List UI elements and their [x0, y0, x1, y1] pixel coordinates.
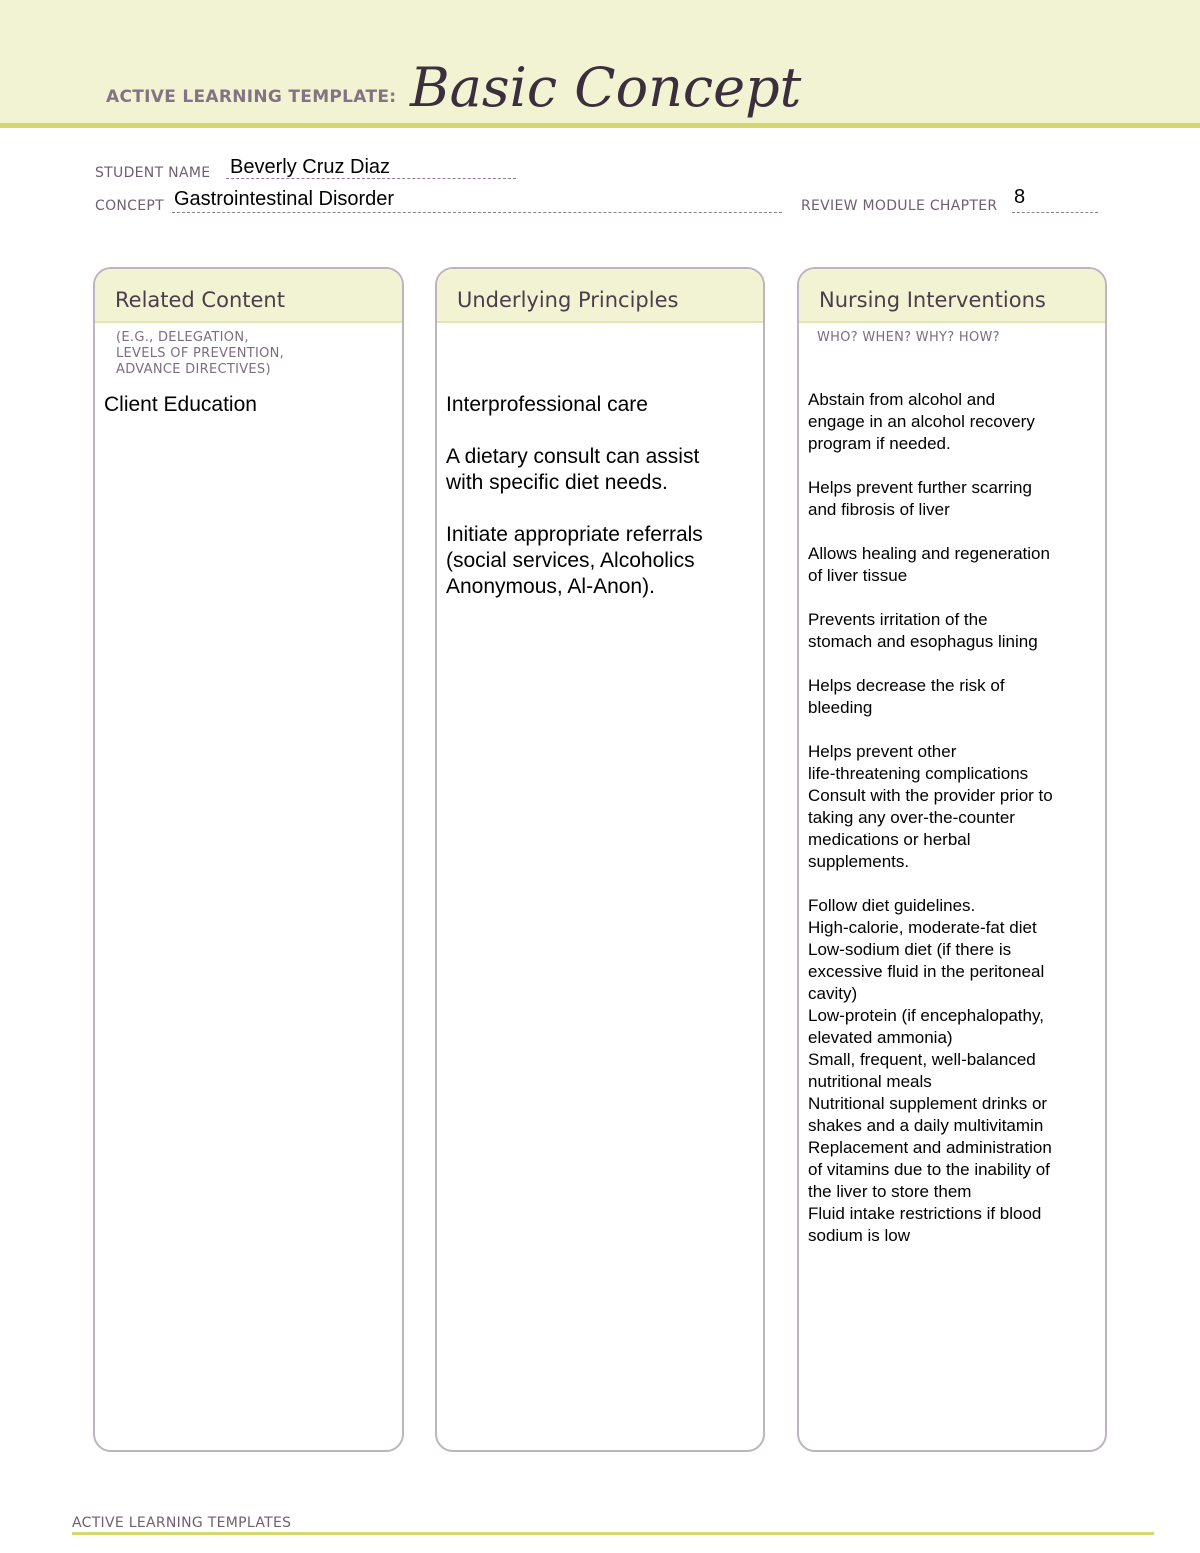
student-name-label: STUDENT NAME — [95, 165, 211, 181]
related-content-body[interactable]: Client Education — [104, 393, 257, 416]
nursing-interventions-panel — [797, 267, 1107, 1452]
nursing-interventions-header — [799, 269, 1105, 323]
related-content-panel — [93, 267, 404, 1452]
nursing-interventions-title: Nursing Interventions — [819, 288, 1046, 312]
underlying-principles-title: Underlying Principles — [457, 288, 679, 312]
review-module-line — [1012, 212, 1098, 213]
concept-label: CONCEPT — [95, 198, 164, 214]
concept-value[interactable]: Gastrointestinal Disorder — [174, 188, 395, 210]
nursing-interventions-body[interactable]: Abstain from alcohol and engage in an alcohol recovery program if needed. Helps prevent further scarring and fibrosis of liver Allows healing and regeneration of liver tissue Prevents irritation of the stomach and esophagus lining Helps decrease the risk of bleeding Helps prevent other life-threatening complications Consult with the provider prior to taking any over-the-counter medications or herbal supplements. Follow diet guidelines. High-calorie, moderate-fat diet Low-sodium diet (if there is excessive fluid in the peritoneal cavity) Low-protein (if encephalopathy, elevated ammonia) Small, frequent, well-balanced nutritional meals Nutritional supplement drinks or shakes and a daily multivitamin Replacement and administration of vitamins due to the inability of the liver to store them Fluid intake restrictions if blood sodium is low — [808, 390, 1053, 1245]
review-module-label: REVIEW MODULE CHAPTER — [801, 198, 998, 214]
underlying-principles-body[interactable]: Interprofessional care A dietary consult can assist with specific diet needs. Initiate appropriate referrals (social services, Alcoholics Anonymous, Al-Anon). — [446, 393, 703, 598]
template-title: Basic Concept — [410, 56, 802, 119]
underlying-principles-header — [437, 269, 763, 323]
review-module-value[interactable]: 8 — [1014, 186, 1026, 208]
footer-text: ACTIVE LEARNING TEMPLATES — [72, 1515, 292, 1531]
nursing-interventions-subtitle: WHO? WHEN? WHY? HOW? — [817, 330, 1000, 345]
header-rule — [0, 123, 1200, 128]
related-content-header — [95, 269, 402, 323]
underlying-principles-panel — [435, 267, 765, 1452]
student-name-value[interactable]: Beverly Cruz Diaz — [230, 156, 391, 178]
template-label: ACTIVE LEARNING TEMPLATE: — [106, 87, 397, 107]
footer-rule — [72, 1532, 1154, 1535]
concept-line — [172, 212, 782, 213]
related-content-subtitle: (E.G., DELEGATION, LEVELS OF PREVENTION, ADVANCE DIRECTIVES) — [116, 330, 285, 377]
related-content-title: Related Content — [115, 288, 285, 312]
